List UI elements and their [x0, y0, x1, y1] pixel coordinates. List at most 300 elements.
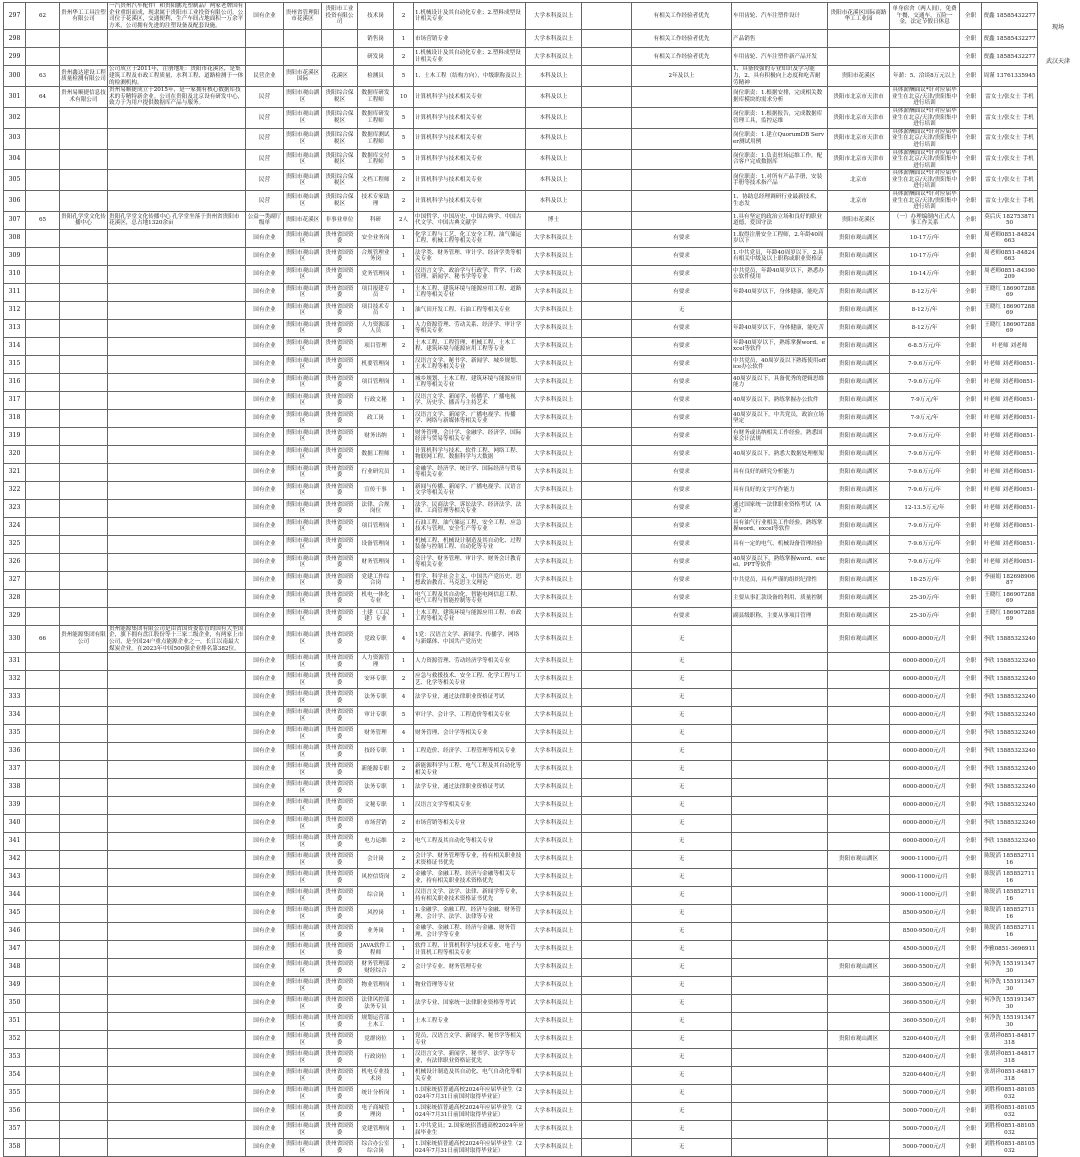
cell-post: 电子商城管理岗 [358, 1103, 394, 1121]
cell-count: 1 [394, 553, 414, 571]
cell-org-intro [108, 499, 246, 517]
table-row [4, 87, 1038, 108]
cell-org-name [60, 887, 108, 905]
table-row [4, 337, 1038, 355]
cell-requirement: 1.具有坚定的政治立场和良好的职业道德，爱国守法 [732, 211, 828, 229]
cell-job-type: 全职 [960, 319, 982, 337]
cell-work-place [828, 30, 890, 48]
cell-count: 1 [394, 517, 414, 535]
cell-dept: 贵阳市观山湖区 [284, 707, 322, 725]
table-row [4, 149, 1038, 170]
cell-contact: 张胡祥0851-84817318 [982, 1031, 1038, 1049]
cell-education: 本科及以上 [526, 87, 582, 108]
cell-unit: 贵州省国资委 [322, 553, 358, 571]
cell-org-no [26, 869, 60, 887]
cell-dept: 贵阳市观山湖区 [284, 941, 322, 959]
table-row [4, 211, 1038, 229]
cell-post: 综合办公室综合岗 [358, 1139, 394, 1157]
cell-work-place: 北京市 [828, 170, 890, 191]
cell-post: 项目报建专员 [358, 283, 394, 301]
cell-major: 城乡规划、土木工程、建筑环境与能源应用工程等相关专业 [414, 373, 526, 391]
cell-post: 行政岗位 [358, 1049, 394, 1067]
cell-dept: 贵阳市观山湖区 [284, 191, 322, 212]
cell-org-no [26, 517, 60, 535]
cell-nature: 民营 [246, 107, 284, 128]
cell-count: 1 [394, 905, 414, 923]
cell-org-name [60, 553, 108, 571]
cell-job-type: 全职 [960, 725, 982, 743]
cell-job-type: 全职 [960, 761, 982, 779]
table-row [4, 48, 1038, 66]
cell-degree [582, 128, 632, 149]
cell-org-name [60, 481, 108, 499]
cell-requirement: 具有良好的研究分析能力 [732, 463, 828, 481]
cell-degree [582, 3, 632, 30]
cell-degree [582, 66, 632, 87]
cell-major: 新闻与传播、新闻学、广播电视学、汉语言文学等相关专业 [414, 481, 526, 499]
cell-org-name [60, 743, 108, 761]
cell-salary: 5000-7000元/月 [890, 1139, 960, 1157]
cell-dept: 贵阳市观山湖区 [284, 301, 322, 319]
cell-salary: 6000-8000元/月 [890, 743, 960, 761]
cell-unit: 贵州省国资委 [322, 1085, 358, 1103]
cell-seq: 318 [4, 409, 26, 427]
table-row [4, 391, 1038, 409]
cell-requirement: 年龄40周岁以下，身体健康，能吃苦 [732, 319, 828, 337]
cell-requirement: 具有一定的电气、机械设备管理经验 [732, 535, 828, 553]
cell-seq: 320 [4, 445, 26, 463]
cell-job-type: 全职 [960, 1067, 982, 1085]
cell-work-place [828, 1139, 890, 1157]
cell-org-name: 贵阳孔学堂文化传播中心 [60, 211, 108, 229]
cell-org-no [26, 779, 60, 797]
cell-contact: 王晓红 18690728869 [982, 319, 1038, 337]
cell-unit: 贵州省国资委 [322, 607, 358, 625]
cell-post: 风控信贷岗 [358, 869, 394, 887]
cell-seq: 315 [4, 355, 26, 373]
cell-contact: 叶老师 刘老师0851- [982, 499, 1038, 517]
table-row [4, 833, 1038, 851]
cell-experience: 有要求 [632, 571, 732, 589]
cell-job-type: 全职 [960, 463, 982, 481]
cell-job-type: 全职 [960, 48, 982, 66]
cell-count: 1 [394, 1049, 414, 1067]
cell-org-no [26, 1013, 60, 1031]
cell-org-name [60, 797, 108, 815]
cell-post: 市场营销 [358, 815, 394, 833]
cell-unit: 贵州省国资委 [322, 1139, 358, 1157]
cell-work-place: 贵阳市观山湖区 [828, 1031, 890, 1049]
cell-org-name [60, 409, 108, 427]
cell-contact: 叶老师 刘老师0851- [982, 427, 1038, 445]
cell-dept: 贵阳市观山湖区 [284, 689, 322, 707]
cell-nature: 国有企业 [246, 977, 284, 995]
cell-work-place: 贵阳市观山湖区 [828, 851, 890, 869]
cell-unit: 贵州省国资委 [322, 797, 358, 815]
cell-contact: 李欣 15885323240 [982, 671, 1038, 689]
cell-experience: 有要求 [632, 553, 732, 571]
cell-requirement: 岗位职责：1.根据报告，完成数据库管理工具，监控运维 [732, 107, 828, 128]
cell-education: 大学本科及以上 [526, 463, 582, 481]
cell-work-place: 贵阳市观山湖区 [828, 535, 890, 553]
cell-job-type: 全职 [960, 553, 982, 571]
cell-post: 财务出纳 [358, 427, 394, 445]
cell-dept: 贵阳市观山湖区 [284, 1067, 322, 1085]
cell-experience: 无 [632, 1085, 732, 1103]
cell-post: 文档工程师 [358, 170, 394, 191]
cell-org-name [60, 761, 108, 779]
cell-org-intro [108, 30, 246, 48]
cell-experience: 有要求 [632, 247, 732, 265]
cell-requirement [732, 1049, 828, 1067]
cell-unit: 贵州省国资委 [322, 391, 358, 409]
cell-major: 电气工程及其自动化等相关专业 [414, 833, 526, 851]
cell-contact: 周谨 13761335945 [982, 66, 1038, 87]
cell-experience: 无 [632, 797, 732, 815]
cell-nature: 国有企业 [246, 553, 284, 571]
cell-salary: 6000-8000元/月 [890, 725, 960, 743]
cell-org-name [60, 1013, 108, 1031]
cell-seq: 316 [4, 373, 26, 391]
cell-experience: 无 [632, 833, 732, 851]
cell-education: 大学本科及以上 [526, 265, 582, 283]
cell-nature: 国有企业 [246, 517, 284, 535]
cell-degree [582, 1121, 632, 1139]
cell-org-no [26, 1085, 60, 1103]
cell-work-place [828, 995, 890, 1013]
cell-job-type: 全职 [960, 517, 982, 535]
cell-org-intro [108, 725, 246, 743]
cell-seq: 317 [4, 391, 26, 409]
cell-dept: 贵阳市观山湖区 [284, 977, 322, 995]
cell-major: 1.机械设计及其自动化专业；2.塑料成型设计相关专业 [414, 48, 526, 66]
cell-major: 1党：汉语言文学、新闻学、传播学、网络与新媒体、中国共产党历史 [414, 625, 526, 652]
cell-job-type: 全职 [960, 797, 982, 815]
cell-post: 研发岗 [358, 48, 394, 66]
cell-seq: 303 [4, 128, 26, 149]
cell-org-intro [108, 689, 246, 707]
cell-post: 人力资源部人员 [358, 319, 394, 337]
cell-org-no [26, 553, 60, 571]
cell-degree [582, 211, 632, 229]
cell-salary: 7-9.6万元/年 [890, 373, 960, 391]
cell-org-no [26, 815, 60, 833]
cell-major: 化学工程与工艺、化工安全工程、油气储运工程、机械工程等相关专业 [414, 229, 526, 247]
cell-education: 大学本科及以上 [526, 48, 582, 66]
cell-seq: 351 [4, 1013, 26, 1031]
cell-experience: 无 [632, 707, 732, 725]
cell-experience: 有要求 [632, 535, 732, 553]
cell-post: 会计岗 [358, 851, 394, 869]
cell-work-place: 贵阳市观山湖区 [828, 319, 890, 337]
table-row [4, 941, 1038, 959]
cell-contact: 雷女士/张女士 手机 [982, 128, 1038, 149]
cell-org-no [26, 463, 60, 481]
cell-org-name [60, 653, 108, 671]
cell-dept: 贵阳市观山湖区 [284, 337, 322, 355]
table-row [4, 3, 1038, 30]
cell-org-intro [108, 1139, 246, 1157]
cell-salary: 具体薪酬面议*针对应届毕业生在北京/天津/贵阳集中进行培训 [890, 87, 960, 108]
cell-education: 本科及以上 [526, 191, 582, 212]
cell-job-type: 全职 [960, 1085, 982, 1103]
cell-seq: 350 [4, 995, 26, 1013]
cell-org-name [60, 391, 108, 409]
cell-job-type: 全职 [960, 211, 982, 229]
cell-post: 财务管理部财经综合 [358, 959, 394, 977]
cell-salary: 5200-6400元/月 [890, 1049, 960, 1067]
cell-unit: 贵州省国资委 [322, 815, 358, 833]
cell-count: 1 [394, 923, 414, 941]
cell-experience: 有相关工作经验者优先 [632, 3, 732, 30]
cell-org-name [60, 427, 108, 445]
cell-dept: 贵阳市观山湖区 [284, 391, 322, 409]
cell-contact: 王晓红 18690728869 [982, 607, 1038, 625]
cell-post: 业务岗 [358, 923, 394, 941]
cell-salary: 25-30万/年 [890, 589, 960, 607]
table-body [4, 3, 1038, 1157]
cell-seq: 340 [4, 815, 26, 833]
cell-dept: 贵阳市观山湖区 [284, 170, 322, 191]
cell-education: 本科及以上 [526, 149, 582, 170]
table-row [4, 1067, 1038, 1085]
cell-nature: 国有企业 [246, 1121, 284, 1139]
cell-salary: 6000-8000元/月 [890, 797, 960, 815]
cell-nature: 国有企业 [246, 815, 284, 833]
cell-nature: 国有企业 [246, 941, 284, 959]
cell-education: 大学本科及以上 [526, 797, 582, 815]
cell-seq: 314 [4, 337, 26, 355]
cell-org-name [60, 589, 108, 607]
cell-work-place: 北京市 [828, 191, 890, 212]
cell-unit: 非事业单位 [322, 211, 358, 229]
cell-nature: 国有企业 [246, 607, 284, 625]
cell-experience: 无 [632, 1031, 732, 1049]
cell-salary: 7-9.6万元/年 [890, 517, 960, 535]
cell-unit: 贵州省国资委 [322, 229, 358, 247]
cell-salary: 6000-8000元/月 [890, 815, 960, 833]
cell-org-no [26, 977, 60, 995]
cell-unit: 贵州省国资委 [322, 427, 358, 445]
cell-major: 人力资源管理、劳动经济学等相关专业 [414, 653, 526, 671]
cell-major: 金融学、金融工程、经济与金融等相关专业，持有相关职业技术资格优先 [414, 869, 526, 887]
cell-count: 1 [394, 355, 414, 373]
cell-experience: 有要求 [632, 463, 732, 481]
cell-education: 大学本科及以上 [526, 905, 582, 923]
cell-job-type: 全职 [960, 445, 982, 463]
cell-work-place: 贵阳市观山湖区 [828, 355, 890, 373]
cell-org-no [26, 571, 60, 589]
cell-seq: 298 [4, 30, 26, 48]
cell-nature: 国有企业 [246, 869, 284, 887]
cell-contact: 李欣 15885323240 [982, 797, 1038, 815]
cell-dept: 贵阳市观山湖区 [284, 833, 322, 851]
cell-post: 科研 [358, 211, 394, 229]
cell-seq: 304 [4, 149, 26, 170]
cell-education: 大学本科及以上 [526, 283, 582, 301]
cell-experience: 有要求 [632, 319, 732, 337]
cell-count: 1 [394, 427, 414, 445]
cell-salary: 6000-8000元/月 [890, 653, 960, 671]
cell-major: 软件工程、计算机科学与技术专业、电子与计算机工程等相关专业 [414, 941, 526, 959]
cell-nature: 国有企业 [246, 671, 284, 689]
cell-org-intro [108, 743, 246, 761]
cell-dept: 贵阳市观山湖区 [284, 571, 322, 589]
cell-job-type: 全职 [960, 283, 982, 301]
cell-org-intro [108, 671, 246, 689]
cell-post: 财务管理岗 [358, 553, 394, 571]
cell-degree [582, 851, 632, 869]
cell-nature: 国有企业 [246, 391, 284, 409]
cell-nature: 国有企业 [246, 535, 284, 553]
cell-dept: 贵阳市观山湖区 [284, 671, 322, 689]
table-row [4, 1031, 1038, 1049]
cell-work-place [828, 905, 890, 923]
cell-major: 财务管理、会计学、金融学、经济学、国际经济与贸易等相关专业 [414, 427, 526, 445]
cell-major: 法学专业，通过法律职业资格证考试 [414, 689, 526, 707]
cell-job-type: 全职 [960, 887, 982, 905]
cell-major: 法学专业、国家统一法律职业资格等考试 [414, 995, 526, 1013]
cell-salary: （一）办理编制内正式人事工作关系 [890, 211, 960, 229]
cell-org-intro [108, 1013, 246, 1031]
cell-org-no [26, 499, 60, 517]
cell-major: 机械工程、机械设计制造及其自动化、过程装备与控制工程、自动化等专业 [414, 535, 526, 553]
cell-unit: 贵州省国资委 [322, 959, 358, 977]
cell-degree [582, 283, 632, 301]
cell-requirement [732, 797, 828, 815]
cell-major: 财务管理、会计学等相关专业 [414, 725, 526, 743]
cell-requirement [732, 923, 828, 941]
cell-education: 大学本科及以上 [526, 1049, 582, 1067]
cell-count: 1 [394, 887, 414, 905]
cell-education: 大学本科及以上 [526, 941, 582, 959]
cell-count: 2 [394, 337, 414, 355]
cell-post: 机要管理岗 [358, 355, 394, 373]
cell-dept: 贵阳市观山湖区 [284, 1121, 322, 1139]
cell-org-no: 62 [26, 3, 60, 30]
cell-org-name [60, 959, 108, 977]
cell-education: 本科及以上 [526, 66, 582, 87]
cell-work-place: 贵阳市观山湖区 [828, 301, 890, 319]
cell-org-intro [108, 337, 246, 355]
cell-contact: 叶老师 刘老师0851- [982, 355, 1038, 373]
cell-nature: 国有企业 [246, 409, 284, 427]
cell-job-type: 全职 [960, 373, 982, 391]
cell-org-intro: 贵州能源集团有限公司是由省国资委监管的国有大型国企，旗下拥有盘江股份等十三家二级企业，有两家上市公司，是全国24户重点能源企业之一，长江以南最大煤炭企业。在2023年中国500强企业排名第382位。 [108, 625, 246, 652]
cell-experience: 无 [632, 1049, 732, 1067]
cell-count: 5 [394, 128, 414, 149]
cell-dept: 贵阳市观山湖区 [284, 851, 322, 869]
cell-count: 1 [394, 1013, 414, 1031]
cell-requirement: 40周岁及以下，熟悉大数据处理框架 [732, 445, 828, 463]
cell-unit: 贵州省国资委 [322, 905, 358, 923]
cell-degree [582, 107, 632, 128]
cell-experience: 有要求 [632, 355, 732, 373]
cell-degree [582, 535, 632, 553]
cell-major: 汉语言文学等相关专业 [414, 797, 526, 815]
cell-org-no [26, 445, 60, 463]
table-row [4, 653, 1038, 671]
cell-job-type: 全职 [960, 170, 982, 191]
cell-nature: 国有企业 [246, 1013, 284, 1031]
cell-work-place: 贵阳市观山湖区 [828, 445, 890, 463]
cell-contact: 刘胜桥0851-88105032 [982, 1085, 1038, 1103]
cell-org-name [60, 995, 108, 1013]
cell-org-name [60, 815, 108, 833]
cell-org-intro [108, 517, 246, 535]
cell-degree [582, 427, 632, 445]
cell-job-type: 全职 [960, 959, 982, 977]
cell-requirement: 具有油气行业相关工作经验，熟练掌握word、excel等软件 [732, 517, 828, 535]
cell-major: 审计学、会计学、工程造价等相关专业 [414, 707, 526, 725]
cell-dept: 贵阳市观山湖区 [284, 319, 322, 337]
cell-major: 计算机科学与技术相关专业 [414, 128, 526, 149]
cell-job-type: 全职 [960, 923, 982, 941]
cell-nature: 国有企业 [246, 1067, 284, 1085]
cell-post: 数据库研发工程师 [358, 87, 394, 108]
cell-experience: 无 [632, 1103, 732, 1121]
cell-post: 法务专职 [358, 689, 394, 707]
table-row [4, 869, 1038, 887]
cell-salary: 3600-5500元/月 [890, 977, 960, 995]
cell-major: 党员，汉语言文学、新闻学、秘书学等相关专业 [414, 1031, 526, 1049]
cell-org-name [60, 463, 108, 481]
cell-degree [582, 445, 632, 463]
cell-job-type: 全职 [960, 107, 982, 128]
cell-org-intro [108, 319, 246, 337]
cell-degree [582, 995, 632, 1013]
cell-dept: 贵阳市观山湖区 [284, 959, 322, 977]
cell-org-name [60, 851, 108, 869]
cell-org-intro [108, 833, 246, 851]
cell-degree [582, 653, 632, 671]
cell-work-place: 贵阳市观山湖区 [828, 571, 890, 589]
cell-salary: 8-12万/年 [890, 319, 960, 337]
cell-salary: 3600-5500元/月 [890, 995, 960, 1013]
table-row [4, 671, 1038, 689]
cell-org-no [26, 959, 60, 977]
cell-unit: 贵州省国资委 [322, 355, 358, 373]
cell-education: 大学本科及以上 [526, 815, 582, 833]
cell-nature: 国有企业 [246, 851, 284, 869]
cell-post: 机电一体化专业 [358, 589, 394, 607]
cell-unit: 贵阳综合保税区 [322, 170, 358, 191]
cell-job-type: 全职 [960, 589, 982, 607]
cell-degree [582, 1139, 632, 1157]
cell-experience: 有要求 [632, 481, 732, 499]
cell-contact: 陈锐滔 18585271116 [982, 887, 1038, 905]
cell-work-place [828, 1013, 890, 1031]
cell-requirement: 有财务或出纳相关工作经验，熟悉国家会计法规 [732, 427, 828, 445]
cell-salary: 5200-6400元/月 [890, 1031, 960, 1049]
cell-requirement: 岗位职责：1.根据安排，完成相关数据库模块的需求分析 [732, 87, 828, 108]
cell-experience: 有要求 [632, 229, 732, 247]
cell-experience: 无 [632, 1139, 732, 1157]
cell-org-name [60, 725, 108, 743]
table-row [4, 995, 1038, 1013]
cell-nature: 民营企业 [246, 66, 284, 87]
cell-dept: 贵阳市观山湖区 [284, 589, 322, 607]
cell-education: 大学本科及以上 [526, 571, 582, 589]
table-row [4, 571, 1038, 589]
table-row [4, 229, 1038, 247]
cell-org-no [26, 481, 60, 499]
cell-experience [632, 191, 732, 212]
cell-experience: 无 [632, 625, 732, 652]
cell-requirement [732, 301, 828, 319]
cell-unit: 贵州省国资委 [322, 283, 358, 301]
cell-org-no [26, 128, 60, 149]
